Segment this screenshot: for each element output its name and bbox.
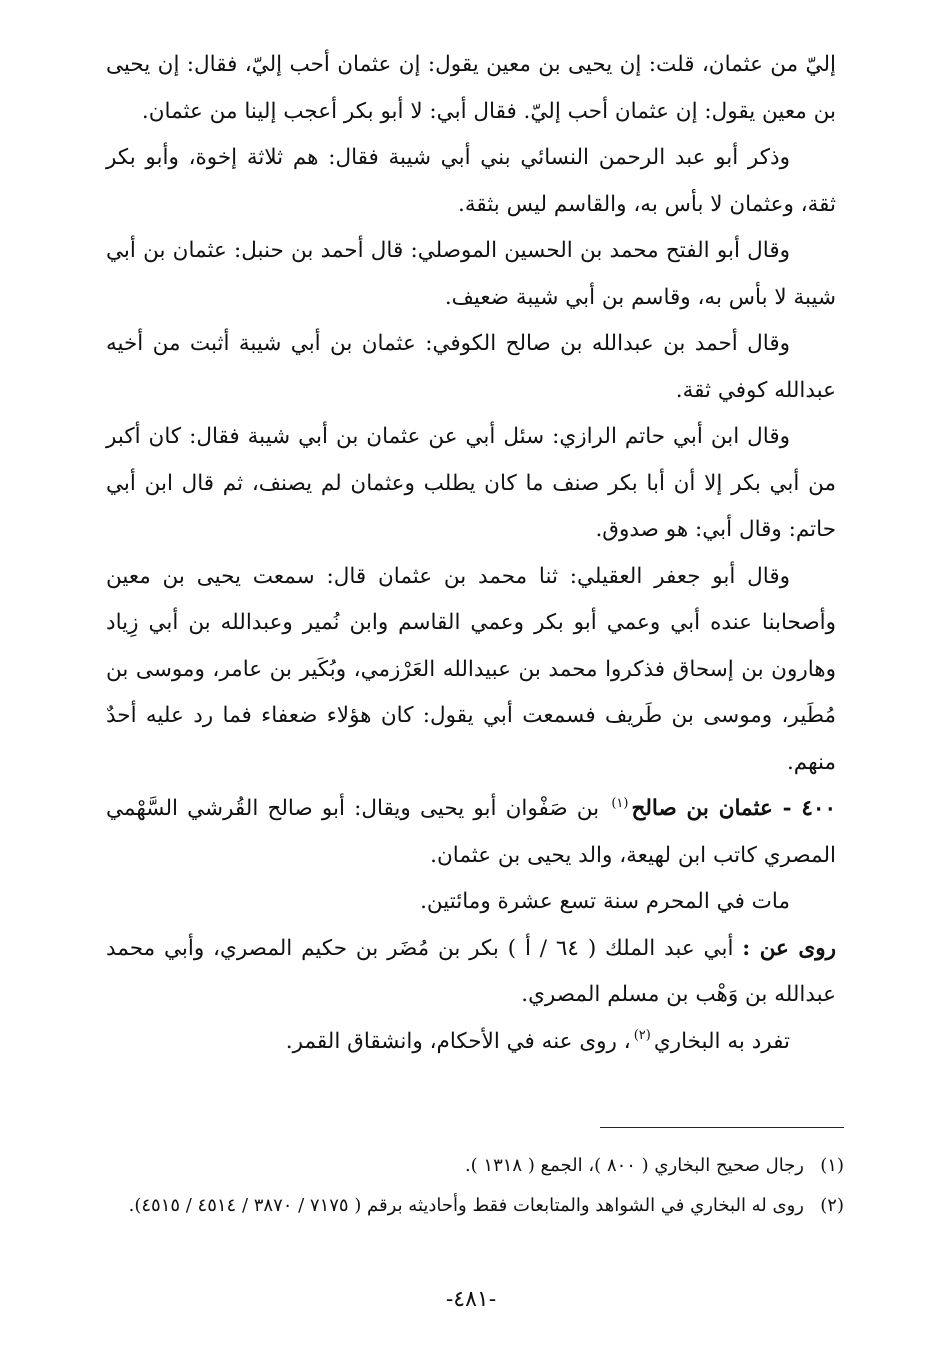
biography-entry: [106, 786, 836, 879]
footnote-ref-2[interactable]: (٢): [633, 1028, 651, 1044]
paragraph-mawsili: وقال أبو الفتح محمد بن الحسين الموصلي: قال أحمد بن حنبل: عثمان بن أبي شيبة لا بأس به، وقاسم بن أبي شيبة ضعيف.: [106, 238, 836, 310]
footnote-2: [99, 1188, 844, 1224]
footnote-1: [99, 1148, 844, 1184]
paragraph-uqayli: وقال أبو جعفر العقيلي: ثنا محمد بن عثمان قال: سمعت يحيى بن معين وأصحابنا عنده أبي وعمي أبو بكر وعمي القاسم وابن نُمير وعبدالله بن أبي زِياد وهارون بن إسحاق فذكروا محمد بن عبيدالله العَرْزمي، وبُكَير بن عامر، وموسى بن مُطَير، وموسى بن طَريف فسمعت أبي يقول: كان هؤلاء ضعفاء فما رد عليه أحدٌ منهم.: [106, 563, 836, 775]
paragraph-ibn-abi-hatim: وقال ابن أبي حاتم الرازي: سئل أبي عن عثمان بن أبي شيبة فقال: كان أكبر من أبي بكر إلا أن أبا بكر صنف ما كان يطلب وعثمان لم يصنف، ثم قال ابن أبي حاتم: وقال أبي: هو صدوق.: [106, 424, 836, 542]
entry-text: بن صَفْوان أبو يحيى ويقال: أبو صالح القُرشي السَّهْمي المصري كاتب ابن لهيعة، والد يحيى بن عثمان.: [106, 796, 836, 868]
narrated-label: روى عن :: [742, 935, 836, 961]
tafarrud-after: ، روى عنه في الأحكام، وانشقاق القمر.: [285, 1028, 631, 1054]
paragraph-continuation: إليّ من عثمان، قلت: إن يحيى بن معين يقول: إن عثمان أحب إليّ، فقال: إن يحيى بن معين يقول: إن عثمان أحب إليّ. فقال أبي: لا أبو بكر أعجب إلينا من عثمان.: [106, 52, 836, 124]
footnote-2-text: روى له البخاري في الشواهد والمتابعات فقط وأحاديثه برقم ( ٧١٧٥ / ٣٨٧٠ / ٤٥١٤ / ٤٥١٥).: [128, 1195, 804, 1216]
tafarrud-line: [106, 1019, 836, 1066]
paragraph-nasai: وذكر أبو عبد الرحمن النسائي بني أبي شيبة فقال: هم ثلاثة إخوة، وأبو بكر ثقة، وعثمان لا بأس به، والقاسم ليس بثقة.: [106, 145, 836, 217]
footnote-divider: [600, 1127, 844, 1128]
paragraph-kufi: وقال أحمد بن عبدالله بن صالح الكوفي: عثمان بن أبي شيبة أثبت من أخيه عبدالله كوفي ثقة.: [106, 331, 836, 403]
narrated-text: أبي عبد الملك ( ٦٤ / أ ) بكر بن مُضَر بن حكيم المصري، وأبي محمد عبدالله بن وَهْب بن مسلم المصري.: [106, 935, 836, 1007]
footnote-2-number: (٢): [820, 1195, 844, 1216]
footnote-1-text: رجال صحيح البخاري ( ٨٠٠ )، الجمع ( ١٣١٨ ).: [464, 1155, 804, 1176]
narrated-from: [106, 926, 836, 1019]
main-text-block: [106, 42, 836, 1065]
tafarrud-before: تفرد به البخاري: [653, 1028, 790, 1054]
page-number: -٤٨١-: [445, 1287, 497, 1312]
entry-heading: ٤٠٠ - عثمان بن صالح: [631, 796, 836, 821]
footnotes-block: [99, 1148, 844, 1228]
footnote-ref-1[interactable]: (١): [611, 795, 629, 811]
death-line: مات في المحرم سنة تسع عشرة ومائتين.: [420, 889, 790, 914]
footnote-1-number: (١): [820, 1155, 844, 1176]
